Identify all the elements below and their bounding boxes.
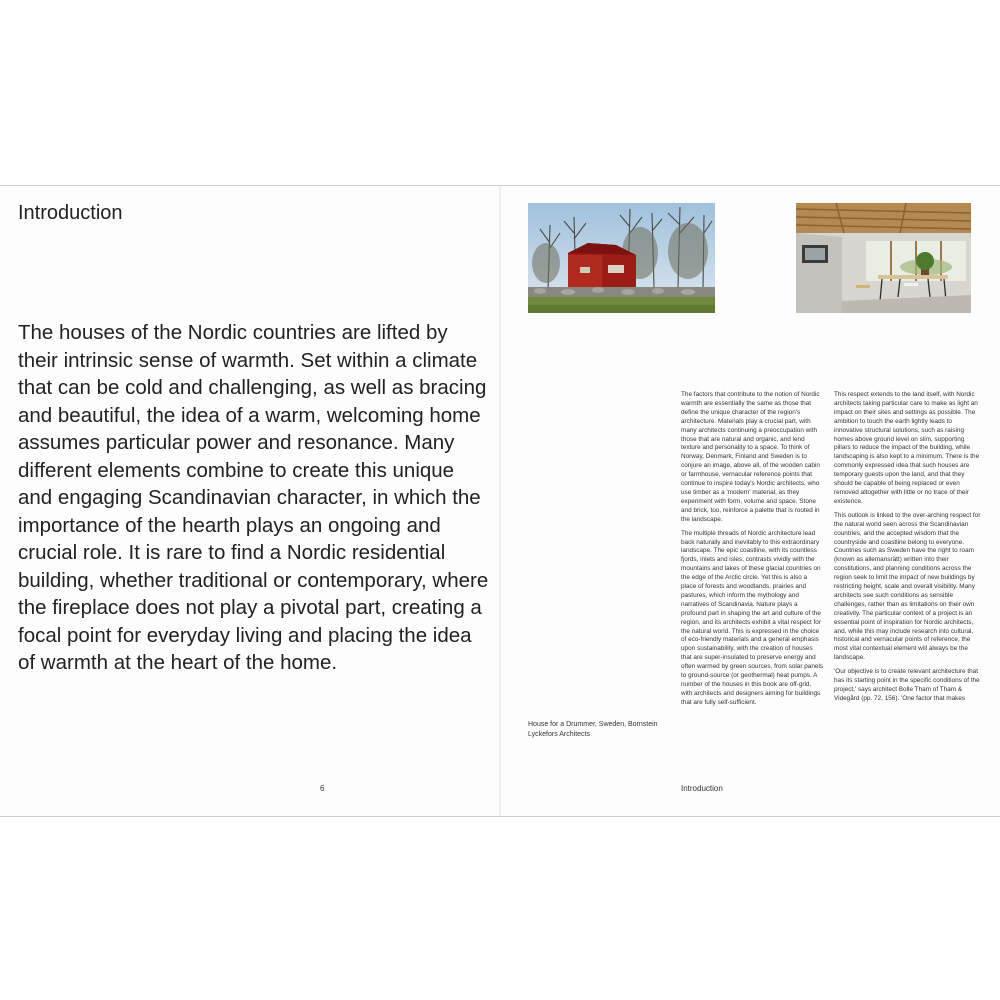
book-spread	[0, 185, 1000, 817]
paragraph: The factors that contribute to the notion of Nordic warmth are essentially the same as those that define the unique character of the region's architecture. Materials play a crucial part, with many architects continuing a preoccupation with those that are natural and organic, and lend texture and personality to a space. To think of Norway, Denmark, Finland and Sweden is to conjure an image, above all, of the wooden cabin or farmhouse, vernacular reference points that continue to inspire today's Nordic architects, who use timber as a 'modern' material, as they experiment with form, volume and space. Stone and brick, too, reinforce a palette that is rooted in the landscape.	[681, 391, 820, 523]
paragraph: The multiple threads of Nordic architecture lead back naturally and inevitably to this extraordinary landscape. The epic coastline, with its countless fjords, inlets and isles, contrasts vividly with the mountains and lakes of these glacial countries on the edge of the Arctic circle. Yet this is also a place of forests and woodlands, prairies and pastures, which inform the mythology and narratives of Scandinavia. Nature plays a profound part in shaping the art and culture of the region, and its architects exhibit a vital respect for the natural world. This is expressed in the choice of eco-friendly materials and a general emphasis upon sustainability, with the creation of houses that are super-insulated to preserve energy and often warmed by green sources, from solar panels to ground-source (or geothermal) heat pumps. A number of the houses in this book are off-grid, with architects and designers aiming for buildings that are fully self-sufficient.	[681, 529, 824, 706]
text-column-2	[834, 391, 982, 709]
intro-paragraph: The houses of the Nordic countries are lifted by their intrinsic sense of warmth. Set within a climate that can be cold and challenging, as well as bracing and beautiful, the idea of a warm, welcoming home assumes particular power and resonance. Many different elements combine to create this unique and engaging Scandinavian character, in which the importance of the hearth plays an ongoing and crucial role. It is rare to find a Nordic residential building, whether traditional or contemporary, where the fireplace does not play a pivotal part, creating a focal point for everyday living and placing the idea of warmth at the heart of the home.	[18, 321, 489, 674]
text-column-1	[681, 391, 824, 713]
book-gutter	[499, 186, 501, 816]
chapter-title: Introduction	[18, 202, 123, 224]
paragraph: 'Our objective is to create relevant architecture that has its starting point in the specific conditions of the project,' says architect Bolle Tham of Tham & Videgård (pp. 72, 156). 'One factor that makes	[834, 668, 980, 702]
paragraph: This outlook is linked to the over-arching respect for the natural world seen across the Scandinavian countries, and the accepted wisdom that the countryside and coastline belong to everyone. Countries such as Sweden have the right to roam (known as allemansrätt) written into their constitutions, and planning conditions across the region seek to limit the impact of new buildings by restricting height, scale and overall visibility. Many architects see such conditions as sensible challenges, rather than as limitations on their own creativity. The particular context of a project is an essential point of inspiration for Nordic architects, and, while this may include research into cultural, historical and vernacular points of reference, the most vital contextual element will always be the landscape.	[834, 511, 981, 662]
house-exterior-photo	[528, 203, 715, 313]
running-footer: Introduction	[681, 784, 723, 793]
photo-caption: House for a Drummer, Sweden, Bornstein Lyckefors Architects	[528, 721, 658, 738]
paragraph: This respect extends to the land itself, with Nordic architects taking particular care to make as light an impact on their sites and settings as possible. The ambition to touch the earth lightly leads to innovative structural solutions, such as raising homes above ground level on slim, supporting pillars to reduce the impact of the building, while landscaping is also kept to a minimum. There is the commonly expressed idea that such houses are temporary guests upon the land, and that they should be capable of being replaced or even removed altogether with little or no trace of their existence.	[834, 391, 980, 505]
house-interior-photo	[796, 203, 971, 313]
page-number: 6	[320, 784, 325, 793]
